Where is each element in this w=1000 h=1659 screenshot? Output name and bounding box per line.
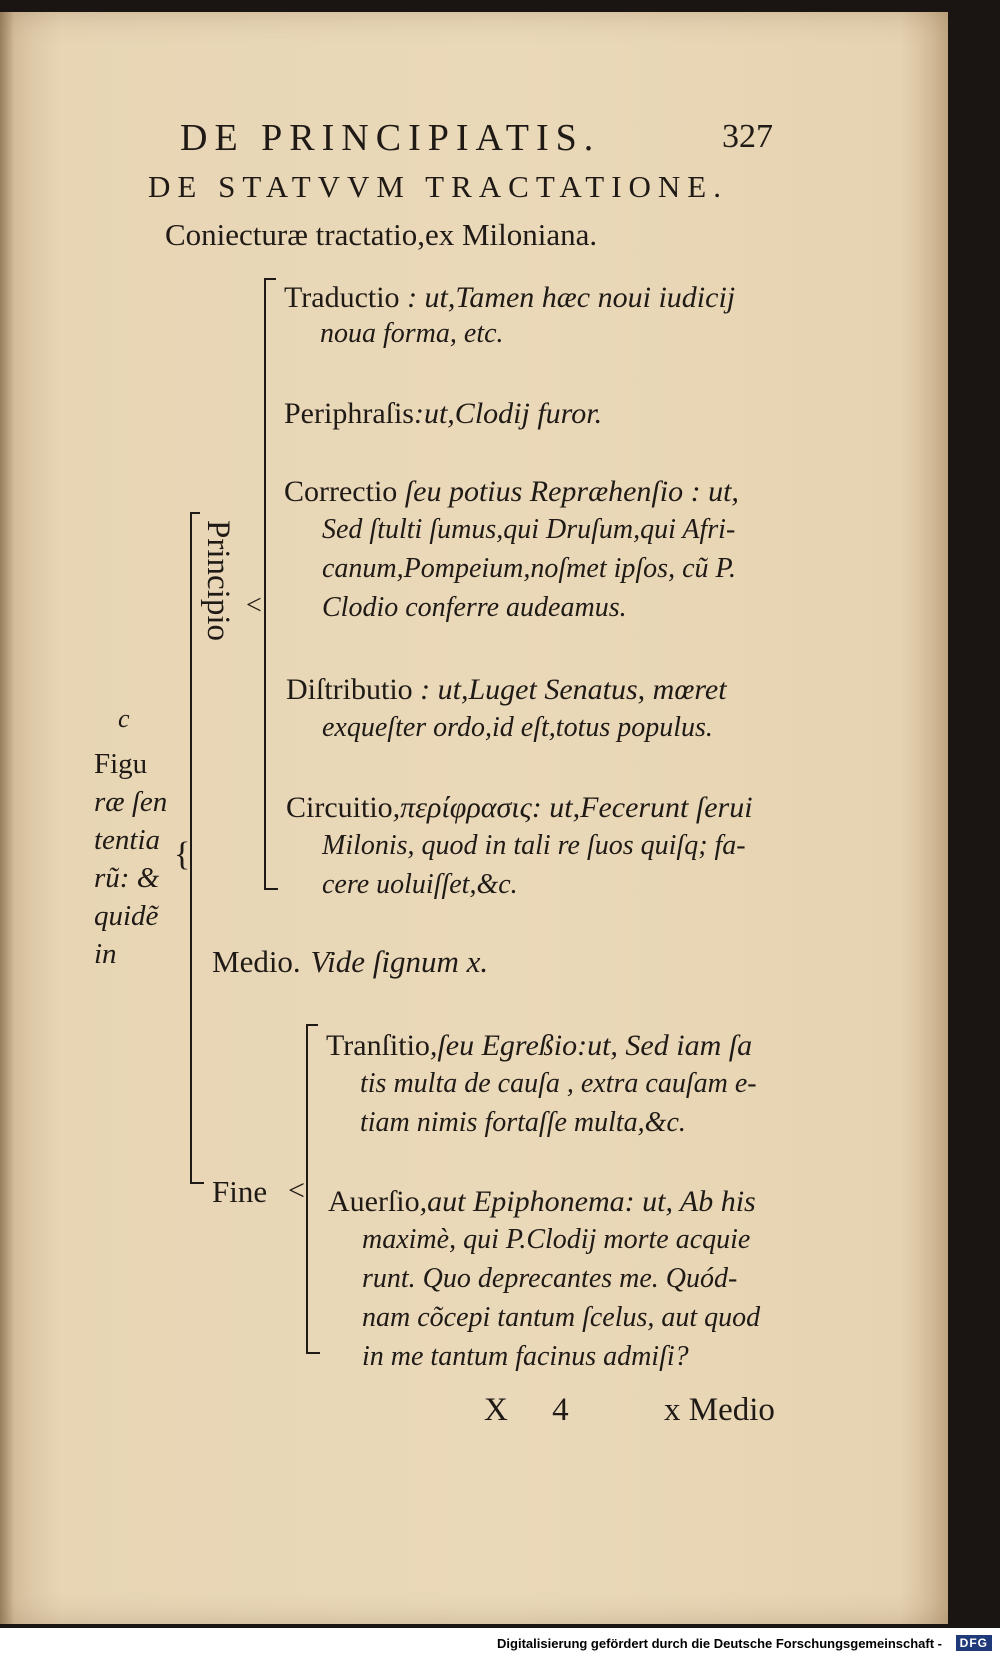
page-number: 327 [722,118,773,155]
item-term: Traductio [284,281,400,314]
item-text: runt. Quo deprecantes me. Quód- [362,1263,738,1294]
item-text: ,aut Epiphonema: ut, Ab his [419,1185,756,1218]
item-term: Auerſio [328,1185,420,1218]
item-text: maximè, qui P.Clodij morte acquie [362,1224,751,1255]
item-text: ſeu potius Repræhenſio : ut, [397,475,739,508]
item-text: tis multa de cauſa , extra cauſam e- [360,1068,757,1099]
item-text: canum,Pompeium,noſmet ipſos, cũ P. [322,553,736,584]
root-label-line: Figu [94,748,148,780]
root-label-line: ræ ſen [94,786,168,818]
principio-label: Principio [200,520,236,641]
item-term: Circuitio [286,791,393,824]
root-label-line: rũ: & [94,862,160,894]
fine-label: Fine [212,1174,268,1209]
root-label [94,745,167,973]
item-text: Milonis, quod in tali re ſuos quiſq; fa- [322,830,746,861]
item-text: nam cõcepi tantum ſcelus, aut quod [362,1302,761,1333]
running-title: DE PRINCIPIATIS. [180,117,601,159]
item-text: : ut,Tamen hæc noui iudicij [399,281,736,314]
item-text: noua forma, etc. [320,318,504,349]
root-letter: c [118,704,130,733]
medio-entry [212,944,488,980]
funding-notice: Digitalisierung gefördert durch die Deutsche Forschungsgemeinschaft - [497,1636,942,1651]
subtitle: Coniecturæ tractatio,ex Miloniana. [165,217,598,252]
item-text: tiam nimis fortaſſe multa,&c. [360,1107,686,1138]
dfg-logo: DFG [956,1635,992,1651]
item-text: :ut,Clodij furor. [413,397,603,430]
book-page: DE PRINCIPIATIS. 327 DE STATVVM TRACTATIONE. Coniecturæ tractatio,ex Miloniana. c Figu ræ ſen tentia rũ: & quidẽ in { Principio < Traductio : ut,Tamen hæc noui iudicij noua forma, etc. Periphraſis:ut,Clodij furor. Correctio ſeu potius Repræhenſio : ut, Sed ſtulti ſumus,qui Druſum,qui Afri- canum,Pompeium,noſmet ipſos, cũ P. Clodio conferre audeamus. Diſtributio : ut,Luget Senatus, mœret exqueſter ordo,id eſt,totus populus. Circuitio,περίφρασις: ut,Fecerunt ſerui Milonis, quod in tali re ſuos quiſq; fa- cere uoluiſſet,&c. Medio. Vide ſignum x. Fine < Tranſitio,ſeu Egreßio:ut, Sed iam ſa tis multa de cauſa , extra cauſam e- tiam nimis fortaſſe multa,&c. Auerſio,aut Epiphonema: ut, Ab his maximè, qui P.Clodij morte acquie runt. Quo deprecantes me. Quód- nam cõcepi tantum ſcelus, aut quod in me tantum facinus admiſi? X 4 x Medio [0,12,948,1624]
item-text: Sed ſtulti ſumus,qui Druſum,qui Afri- [322,514,736,545]
medio-text: Vide ſignum x. [310,944,489,979]
item-text: exqueſter ordo,id eſt,totus populus. [322,712,713,743]
root-label-line: tentia [94,824,161,856]
item-text: in me tantum facinus admiſi? [362,1341,689,1372]
item-text: ,ſeu Egreßio:ut, Sed iam ſa [429,1029,753,1062]
item-term: Diſtributio [286,673,413,706]
item-text: cere uoluiſſet,&c. [322,869,518,900]
digitization-footer [0,1628,1000,1659]
root-label-line: in [94,938,117,970]
medio-label: Medio. [212,944,301,979]
item-text: Clodio conferre audeamus. [322,592,627,623]
item-text: : ut,Luget Senatus, mœret [412,673,727,706]
item-text: ,περίφρασις: ut,Fecerunt ſerui [392,791,753,824]
catchword: x Medio [664,1392,775,1428]
root-label-line: quidẽ [94,900,159,932]
signature-mark: X 4 [484,1392,587,1428]
item-term: Periphraſis [284,397,414,430]
item-term: Tranſitio [326,1029,430,1062]
section-title: DE STATVVM TRACTATIONE. [148,169,728,204]
item-term: Correctio [284,475,398,508]
